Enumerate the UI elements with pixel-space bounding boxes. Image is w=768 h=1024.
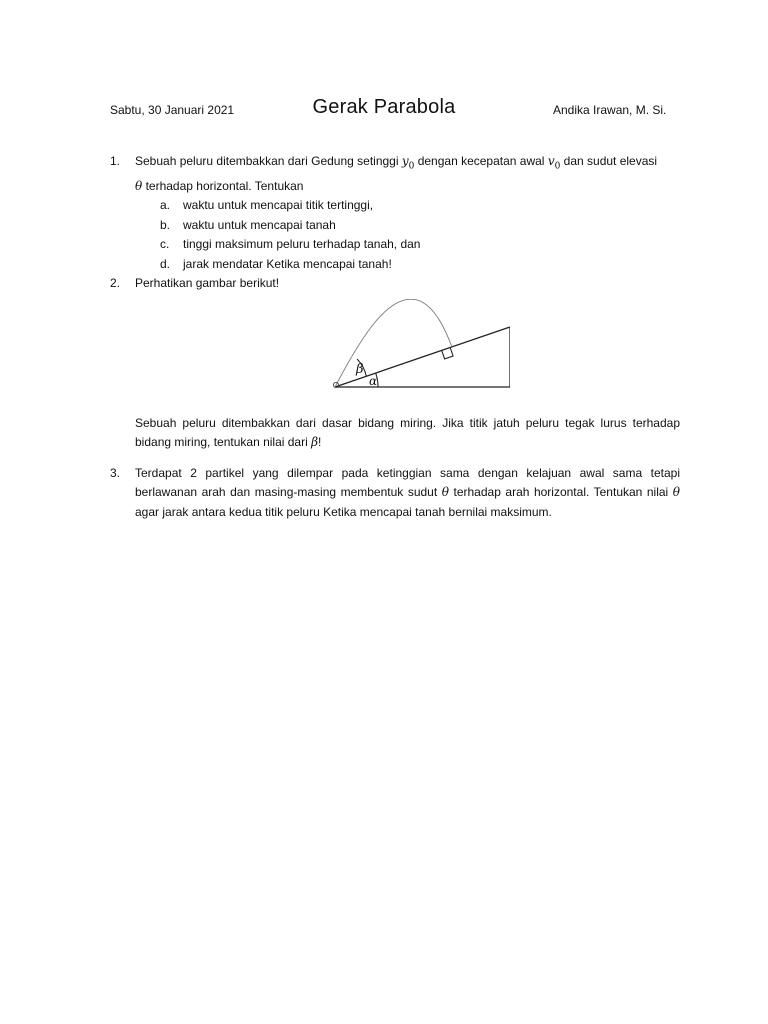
subitem-d bbox=[160, 255, 680, 275]
question-3 bbox=[110, 464, 680, 523]
subitem-label: d. bbox=[160, 256, 171, 271]
question-2-prompt: Perhatikan gambar berikut! bbox=[135, 276, 280, 291]
question-2 bbox=[110, 274, 680, 453]
inclined-plane-diagram bbox=[330, 299, 510, 399]
subitem-text: jarak mendatar Ketika mencapai tanah! bbox=[183, 256, 392, 271]
question-3-text bbox=[135, 464, 680, 523]
alpha-label: α bbox=[369, 373, 378, 388]
subitem-label: c. bbox=[160, 237, 170, 252]
theta-symbol: θ bbox=[672, 485, 680, 500]
subitem-a bbox=[160, 196, 680, 216]
inclined-plane-figure bbox=[135, 296, 705, 414]
subitem-text: waktu untuk mencapai tanah bbox=[183, 217, 336, 232]
subitem-label: a. bbox=[160, 198, 171, 213]
q3-text-1: Terdapat 2 partikel yang dilempar pada ketinggian sama dengan kelajuan awal sama tetapi berlawanan arah dan masing-masing membentuk sudut bbox=[135, 465, 680, 500]
q1-text-3: dan sudut elevasi bbox=[560, 154, 658, 168]
trajectory-curve bbox=[335, 299, 452, 387]
question-1-subitems bbox=[135, 196, 680, 274]
subitem-c bbox=[160, 235, 680, 255]
question-1 bbox=[110, 152, 680, 274]
y0-symbol bbox=[401, 154, 415, 172]
subitem-text: waktu untuk mencapai titik tertinggi, bbox=[183, 198, 374, 213]
q1-text-1: Sebuah peluru ditembakkan dari Gedung setinggi bbox=[135, 154, 402, 168]
var-y: y bbox=[401, 154, 409, 168]
question-number: 2. bbox=[110, 276, 121, 291]
v0-symbol bbox=[547, 154, 561, 172]
incline-triangle bbox=[335, 327, 510, 387]
question-1-text bbox=[135, 152, 680, 196]
q1-text-4: terhadap horizontal. Tentukan bbox=[142, 178, 304, 193]
beta-label: β bbox=[356, 361, 364, 377]
subitem-label: b. bbox=[160, 217, 171, 232]
theta-symbol: θ bbox=[135, 178, 143, 193]
theta-symbol: θ bbox=[441, 485, 449, 500]
q1-text-2: dengan kecepatan awal bbox=[414, 154, 548, 168]
question-number: 3. bbox=[110, 465, 121, 480]
header-author: Andika Irawan, M. Si. bbox=[553, 103, 667, 117]
beta-symbol: β bbox=[311, 435, 319, 450]
subitem-text: tinggi maksimum peluru terhadap tanah, dan bbox=[183, 237, 421, 252]
header-date: Sabtu, 30 Januari 2021 bbox=[110, 103, 235, 117]
q3-text-3: agar jarak antara kedua titik peluru Ketika mencapai tanah bernilai maksimum. bbox=[135, 504, 552, 519]
subscript-0: 0 bbox=[408, 161, 415, 172]
q2-description-end: ! bbox=[318, 435, 322, 450]
page-title: Gerak Parabola bbox=[312, 96, 456, 118]
question-2-description bbox=[135, 414, 680, 453]
q3-text-2: terhadap arah horizontal. Tentukan nilai bbox=[448, 485, 673, 500]
question-list bbox=[110, 152, 680, 522]
subscript-0: 0 bbox=[554, 161, 561, 172]
q2-description-text: Sebuah peluru ditembakkan dari dasar bidang miring. Jika titik jatuh peluru tegak lurus terhadap bidang miring, tentukan nilai dari bbox=[135, 415, 680, 450]
var-v: v bbox=[547, 154, 555, 168]
page-header bbox=[0, 0, 768, 130]
question-number: 1. bbox=[110, 154, 121, 168]
subitem-b bbox=[160, 216, 680, 236]
